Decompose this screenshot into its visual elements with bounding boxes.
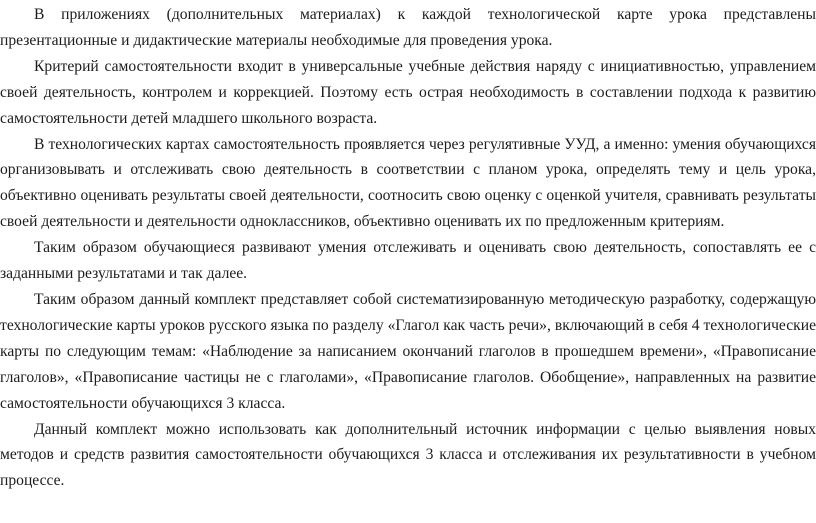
paragraph-self-assessment: Таким образом обучающиеся развивают умения отслеживать и оценивать свою деятельность, сопоставлять ее с заданными результатами и так далее. — [0, 239, 816, 283]
paragraph-independence-criterion: Критерий самостоятельности входит в универсальные учебные действия наряду с инициативностью, управлением своей деятельность, контролем и коррекцией. Поэтому есть острая необходимость в составлении подхода к развитию самостоятельности детей младшего школьного возраста. — [0, 57, 816, 127]
paragraph-usage-note: Данный комплект можно использовать как дополнительный источник информации с целью выявления новых методов и средств развития самостоятельности обучающихся 3 класса и отслеживания их результативности в учебном процессе. — [0, 420, 816, 490]
paragraph-regulatory-skills: В технологических картах самостоятельность проявляется через регулятивные УУД, а именно: умения обучающихся организовывать и отслеживать свою деятельность в соответствии с планом урока, определять тему и цель урока, объективно оценивать результаты своей деятельности, соотносить свою оценку с оценкой учителя, сравнивать результаты своей деятельности и деятельности одноклассников, объективно оценивать их по предложенным критериям. — [0, 135, 816, 231]
paragraph-appendix-materials: В приложениях (дополнительных материалах) к каждой технологической карте урока представлены презентационные и дидактические материалы необходимые для проведения урока. — [0, 6, 816, 49]
paragraph-lesson-set-description: Таким образом данный комплект представляет собой систематизированную методическую разработку, содержащую технологические карты уроков русского языка по разделу «Глагол как часть речи», включающий в себя 4 технологические карты по следующим темам: «Наблюдение за написанием окончаний глаголов в прошедшем времени», «Правописание глаголов», «Правописание частицы не с глаголами», «Правописание глаголов. Обобщение», направленных на развитие самостоятельности обучающихся 3 класса. — [0, 290, 816, 412]
